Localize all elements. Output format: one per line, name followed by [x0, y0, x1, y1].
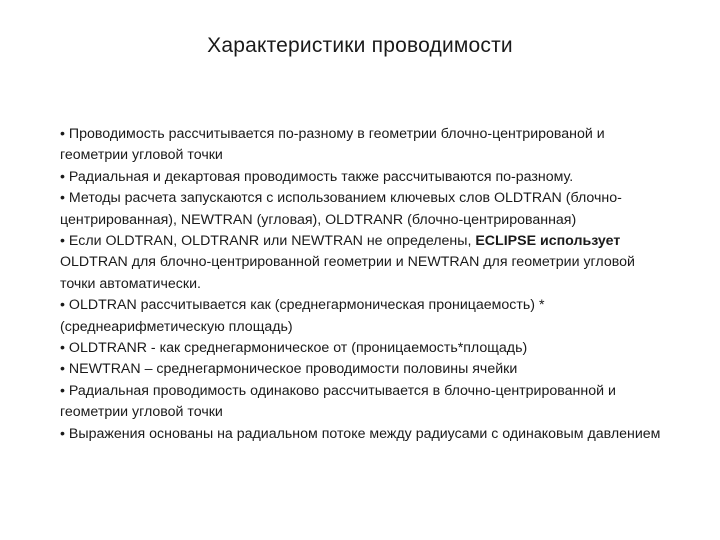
list-item	[60, 231, 666, 295]
list-item	[60, 424, 666, 445]
bullet-icon: •	[60, 382, 69, 399]
bullet-icon: •	[60, 361, 69, 378]
list-item-text: Если OLDTRAN, OLDTRANR или NEWTRAN не определены,	[68, 233, 476, 250]
list-item-text: Радиальная проводимость одинаково рассчитывается в блочно-центрированной и геометрии угловой точки	[60, 382, 616, 421]
bullet-icon: •	[60, 297, 69, 314]
bullet-icon: •	[60, 425, 69, 442]
bullet-icon: •	[60, 340, 69, 357]
list-item	[60, 295, 666, 338]
bullet-icon: •	[60, 190, 69, 207]
list-item	[60, 167, 666, 188]
bullet-icon: •	[60, 233, 69, 250]
list-item-text: OLDTRAN для блочно-центрированной геометрии и NEWTRAN для геометрии угловой точки автоматически.	[60, 254, 635, 292]
list-item	[60, 124, 666, 167]
list-item-text: NEWTRAN – среднегармоническое проводимости половины ячейки	[68, 361, 518, 378]
list-item	[60, 381, 666, 424]
list-item-text: Проводимость рассчитывается по-разному в геометрии блочно-центрированой и геометрии угловой точки	[60, 126, 605, 164]
bullet-list	[60, 124, 666, 445]
list-item-text: Методы расчета запускаются с использованием ключевых слов OLDTRAN (блочно-центрированная), NEWTRAN (угловая), OLDTRANR (блочно-центрированная)	[60, 190, 622, 228]
slide-title: Характеристики проводимости	[207, 34, 513, 57]
list-item-text: OLDTRAN рассчитывается как (среднегармоническая проницаемость) *(среднеарифметическую площадь)	[60, 297, 545, 335]
list-item-text: Выражения основаны на радиальном потоке между радиусами с одинаковым давлением	[68, 425, 661, 442]
list-item	[60, 338, 666, 359]
list-item-bold-text: ECLIPSE использует	[475, 233, 621, 250]
list-item	[60, 359, 666, 380]
bullet-icon: •	[60, 168, 69, 185]
list-item-text: OLDTRANR - как среднегармоническое от (проницаемость*площадь)	[68, 340, 528, 357]
bullet-icon: •	[60, 126, 69, 142]
list-item-text: Радиальная и декартовая проводимость также рассчитываются по-разному.	[68, 168, 574, 185]
list-item	[60, 188, 666, 231]
